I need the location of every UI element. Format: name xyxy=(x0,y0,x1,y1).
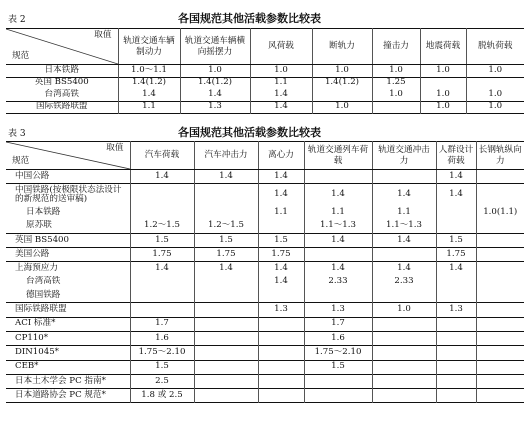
table-cell xyxy=(194,360,258,374)
table-cell xyxy=(258,331,304,345)
table-cell: 1.4 xyxy=(258,276,304,289)
table-cell: 1.4 xyxy=(118,89,180,101)
table-cell: 1.1 xyxy=(250,77,312,89)
column-header: 轨道交通车辆制动力 xyxy=(118,29,180,65)
table-cell: 1.4 xyxy=(372,184,436,207)
table-cell: 1.0 xyxy=(420,101,466,114)
table-row xyxy=(6,317,524,331)
table-row xyxy=(6,303,524,317)
table-cell: 1.4 xyxy=(194,170,258,184)
table-cell xyxy=(436,317,476,331)
table-cell xyxy=(304,170,372,184)
table-cell: 1.0 xyxy=(312,101,372,114)
table-cell: 1.5 xyxy=(436,233,476,247)
table-cell xyxy=(476,374,524,388)
table2-caption: 表 2 xyxy=(8,15,26,25)
table-cell: 1.3 xyxy=(258,303,304,317)
table-cell xyxy=(258,317,304,331)
table-cell: 1.4 xyxy=(250,89,312,101)
table-cell xyxy=(476,220,524,234)
table-cell xyxy=(372,331,436,345)
table3-diagonal-header xyxy=(6,142,130,170)
table-cell: 1.7 xyxy=(130,317,194,331)
table-cell xyxy=(194,317,258,331)
table-cell: 1.7 xyxy=(304,317,372,331)
table-cell xyxy=(436,331,476,345)
table-cell xyxy=(372,389,436,403)
table-cell: 1.1 xyxy=(304,206,372,219)
table-cell: 1.4 xyxy=(130,262,194,276)
table-cell xyxy=(130,184,194,207)
row-label: 台湾高铁 xyxy=(44,89,79,99)
table-row xyxy=(6,206,524,219)
table3-caption: 表 3 xyxy=(8,129,26,139)
row-label: 德国铁路 xyxy=(26,289,61,300)
row-label: 日本道路协会 PC 规范* xyxy=(6,389,130,403)
table-row xyxy=(6,248,524,262)
table-cell xyxy=(372,317,436,331)
table-cell: 1.0 xyxy=(180,65,250,78)
table-cell xyxy=(194,276,258,289)
table-row xyxy=(6,101,524,114)
table-cell: 1.4 xyxy=(250,101,312,114)
table-row xyxy=(6,65,524,78)
table-cell xyxy=(130,303,194,317)
table-cell xyxy=(436,346,476,360)
table-cell xyxy=(476,289,524,303)
table-cell: 1.75 xyxy=(258,248,304,262)
row-label: DIN1045* xyxy=(6,346,130,360)
column-header: 断轨力 xyxy=(312,29,372,65)
table3 xyxy=(6,141,524,403)
table-cell: 1.3 xyxy=(304,303,372,317)
table-cell: 1.3 xyxy=(180,101,250,114)
table-cell xyxy=(476,170,524,184)
table-cell xyxy=(130,276,194,289)
table-cell: 1.4 xyxy=(194,262,258,276)
table-cell: 1.5 xyxy=(258,233,304,247)
column-header: 脱轨荷载 xyxy=(466,29,524,65)
row-label: 上海预应力 xyxy=(6,262,130,276)
table-cell xyxy=(476,389,524,403)
table-cell: 1.0 xyxy=(420,65,466,78)
table-row xyxy=(6,289,524,303)
row-label: 中国铁路(按极限状态法设计的新规范的送审稿) xyxy=(6,184,130,207)
table-cell xyxy=(436,206,476,219)
column-header: 离心力 xyxy=(258,142,304,170)
table-cell: 1.0 xyxy=(372,303,436,317)
table-row xyxy=(6,389,524,403)
table-cell: 1.1 xyxy=(372,206,436,219)
table-cell: 1.4 xyxy=(372,262,436,276)
table-cell: 1.1 xyxy=(118,101,180,114)
table-cell xyxy=(194,346,258,360)
table-cell: 1.3 xyxy=(436,303,476,317)
table-cell: 1.5 xyxy=(304,360,372,374)
column-header: 长钢轨纵向力 xyxy=(476,142,524,170)
row-label: 日本铁路 xyxy=(44,64,79,75)
table-cell: 1.4(1.2) xyxy=(180,77,250,89)
table-row xyxy=(6,184,524,207)
table-cell xyxy=(372,101,420,114)
table-cell: 1.0～1.1 xyxy=(118,65,180,78)
table-cell: 1.1～1.3 xyxy=(372,220,436,234)
table-cell xyxy=(304,248,372,262)
row-label: 日本铁路 xyxy=(26,207,61,217)
table-cell xyxy=(436,389,476,403)
table-cell xyxy=(258,389,304,403)
table-cell xyxy=(476,331,524,345)
table-cell xyxy=(436,289,476,303)
table-row xyxy=(6,276,524,289)
table-cell xyxy=(436,360,476,374)
row-label: 中国公路 xyxy=(15,170,50,181)
table-cell: 1.4(1.2) xyxy=(312,77,372,89)
row-label: 英国 BS5400 xyxy=(6,233,130,247)
table-cell xyxy=(258,374,304,388)
table-cell xyxy=(194,184,258,207)
table-cell xyxy=(372,289,436,303)
table-cell: 1.4 xyxy=(436,184,476,207)
table-cell xyxy=(436,220,476,234)
table-cell xyxy=(476,317,524,331)
table-cell: 1.0(1.1) xyxy=(476,206,524,219)
column-header: 撞击力 xyxy=(372,29,420,65)
table-cell: 1.75 xyxy=(130,248,194,262)
table-cell xyxy=(476,184,524,207)
table-cell: 1.1 xyxy=(258,206,304,219)
table-cell xyxy=(312,89,372,101)
table-cell: 1.0 xyxy=(420,89,466,101)
diag-bottom-label: 规范 xyxy=(12,156,30,167)
column-header: 地震荷载 xyxy=(420,29,466,65)
table-cell: 1.5 xyxy=(194,233,258,247)
diag-top-label: 取值 xyxy=(106,143,124,153)
table-row xyxy=(6,89,524,101)
row-label: 美国公路 xyxy=(6,248,130,262)
column-header: 轨道交通车辆横向摇摆力 xyxy=(180,29,250,65)
table-cell xyxy=(130,289,194,303)
table-cell xyxy=(304,374,372,388)
table-cell xyxy=(304,389,372,403)
table-cell: 1.2～1.5 xyxy=(194,220,258,234)
table-cell: 1.0 xyxy=(372,89,420,101)
diag-bottom-label: 规范 xyxy=(12,51,30,62)
table-cell: 1.4 xyxy=(372,233,436,247)
table-cell: 1.75 xyxy=(436,248,476,262)
table-cell: 1.4 xyxy=(436,170,476,184)
table2-title: 各国规范其他活载参数比较表 xyxy=(178,12,321,25)
column-header: 汽车冲击力 xyxy=(194,142,258,170)
table-cell: 1.6 xyxy=(304,331,372,345)
table-cell xyxy=(436,276,476,289)
table-cell xyxy=(476,233,524,247)
table-cell xyxy=(420,77,466,89)
table-cell: 1.4 xyxy=(436,262,476,276)
row-label: CP110* xyxy=(6,331,130,345)
table3-header-row xyxy=(6,142,524,170)
table-cell xyxy=(466,77,524,89)
row-label: CEB* xyxy=(6,360,130,374)
table-row xyxy=(6,374,524,388)
table-cell: 1.75 xyxy=(194,248,258,262)
table-cell: 1.4 xyxy=(258,170,304,184)
table-cell: 1.4 xyxy=(258,184,304,207)
table-cell xyxy=(476,262,524,276)
table-cell: 1.0 xyxy=(466,101,524,114)
table-cell: 1.0 xyxy=(466,65,524,78)
table-cell: 2.33 xyxy=(304,276,372,289)
row-label: 英国 BS5400 xyxy=(6,77,118,89)
column-header: 风荷载 xyxy=(250,29,312,65)
table-cell xyxy=(476,303,524,317)
table-row xyxy=(6,77,524,89)
table-cell: 1.0 xyxy=(372,65,420,78)
table-cell xyxy=(476,346,524,360)
table-cell: 2.33 xyxy=(372,276,436,289)
row-label: 原苏联 xyxy=(26,220,52,231)
table-cell: 2.5 xyxy=(130,374,194,388)
column-header: 人群设计荷载 xyxy=(436,142,476,170)
table-cell xyxy=(258,220,304,234)
row-label: ACI 标准* xyxy=(6,317,130,331)
table-cell xyxy=(258,360,304,374)
table-cell xyxy=(372,248,436,262)
table-cell xyxy=(194,331,258,345)
table-row xyxy=(6,220,524,234)
table-row xyxy=(6,331,524,345)
diag-top-label: 取值 xyxy=(94,30,112,40)
table-cell: 1.0 xyxy=(466,89,524,101)
table-cell: 1.6 xyxy=(130,331,194,345)
table-cell xyxy=(476,248,524,262)
table-cell xyxy=(372,346,436,360)
table-cell xyxy=(304,289,372,303)
table-cell: 1.0 xyxy=(250,65,312,78)
column-header: 汽车荷载 xyxy=(130,142,194,170)
table-cell: 1.4 xyxy=(258,262,304,276)
table-cell: 1.5 xyxy=(130,233,194,247)
table-cell: 1.4 xyxy=(130,170,194,184)
column-header: 轨道交通冲击力 xyxy=(372,142,436,170)
table2 xyxy=(6,28,524,114)
table-cell xyxy=(258,346,304,360)
table-cell xyxy=(372,360,436,374)
row-label: 国际铁路联盟 xyxy=(6,101,118,114)
row-label: 日本土木学会 PC 指南* xyxy=(6,374,130,388)
table2-header-row xyxy=(6,29,524,65)
table-cell: 1.4(1.2) xyxy=(118,77,180,89)
table-cell xyxy=(476,276,524,289)
table-cell: 1.25 xyxy=(372,77,420,89)
table-cell: 1.0 xyxy=(312,65,372,78)
table-cell xyxy=(258,289,304,303)
table-cell xyxy=(194,206,258,219)
table-cell xyxy=(194,303,258,317)
table-cell xyxy=(194,374,258,388)
table-cell: 1.8 或 2.5 xyxy=(130,389,194,403)
table-cell xyxy=(130,206,194,219)
row-label: 台湾高铁 xyxy=(26,276,61,287)
table-cell: 1.4 xyxy=(304,262,372,276)
table-cell: 1.1～1.3 xyxy=(304,220,372,234)
table-cell: 1.4 xyxy=(304,233,372,247)
table-row xyxy=(6,360,524,374)
table-cell: 1.5 xyxy=(130,360,194,374)
table-cell: 1.4 xyxy=(304,184,372,207)
table-cell xyxy=(372,170,436,184)
table-cell xyxy=(436,374,476,388)
table-cell xyxy=(372,374,436,388)
column-header: 轨道交通列车荷载 xyxy=(304,142,372,170)
table-row xyxy=(6,346,524,360)
table3-title: 各国规范其他活载参数比较表 xyxy=(178,126,321,139)
table-cell xyxy=(476,360,524,374)
table-row xyxy=(6,233,524,247)
table-row xyxy=(6,170,524,184)
table-cell xyxy=(194,389,258,403)
table-cell: 1.4 xyxy=(180,89,250,101)
row-label: 国际铁路联盟 xyxy=(6,303,130,317)
table-cell: 1.75～2.10 xyxy=(130,346,194,360)
table-cell: 1.2～1.5 xyxy=(130,220,194,234)
table2-diagonal-header xyxy=(6,29,118,65)
table-row xyxy=(6,262,524,276)
table-cell xyxy=(194,289,258,303)
table-cell: 1.75～2.10 xyxy=(304,346,372,360)
